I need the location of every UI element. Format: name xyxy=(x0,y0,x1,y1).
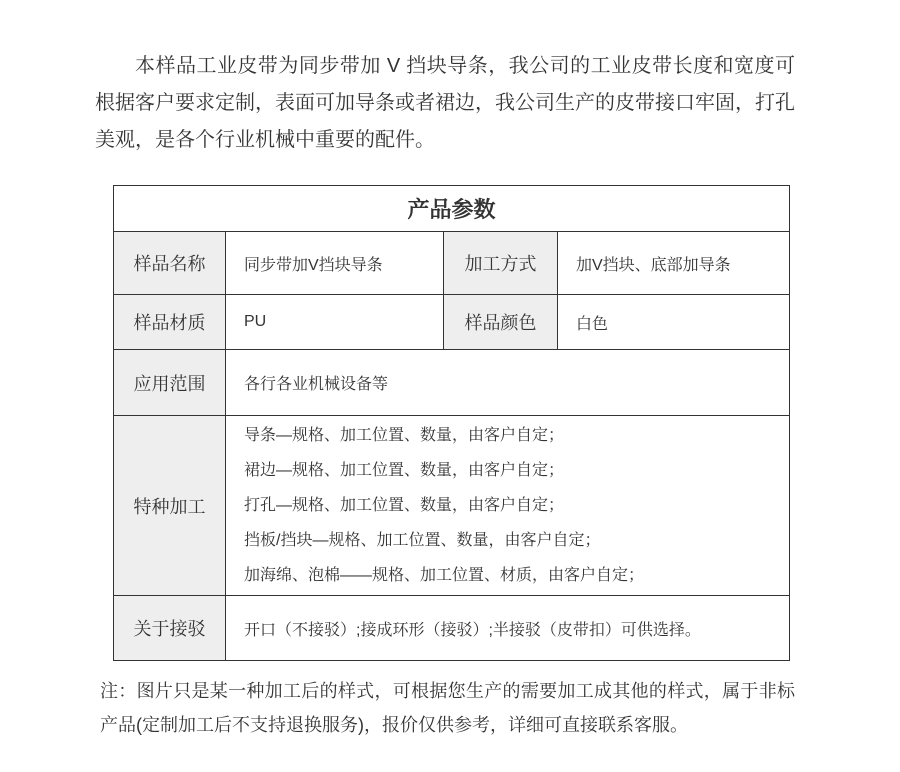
table-row xyxy=(114,596,790,661)
special-processing-line: 加海绵、泡棉——规格、加工位置、材质，由客户自定； xyxy=(244,567,645,584)
special-processing-line: 裙边—规格、加工位置、数量，由客户自定； xyxy=(244,462,565,479)
color-label: 样品颜色 xyxy=(444,295,558,350)
sample-name-label: 样品名称 xyxy=(114,232,226,295)
processing-method-label: 加工方式 xyxy=(444,232,558,295)
table-row xyxy=(114,416,790,596)
product-parameters-table xyxy=(113,185,790,661)
sample-name-value: 同步带加V挡块导条 xyxy=(226,232,444,295)
intro-paragraph: 本样品工业皮带为同步带加 V 挡块导条，我公司的工业皮带长度和宽度可根据客户要求定制，表面可加导条或者裙边，我公司生产的皮带接口牢固，打孔美观，是各个行业机械中重要的配件。 xyxy=(95,55,795,151)
material-value: PU xyxy=(226,295,444,350)
color-value: 白色 xyxy=(558,295,790,350)
special-processing-label: 特种加工 xyxy=(114,416,226,596)
table-row xyxy=(114,350,790,416)
application-label: 应用范围 xyxy=(114,350,226,416)
special-processing-line: 挡板/挡块—规格、加工位置、数量，由客户自定； xyxy=(244,532,601,549)
table-title-row xyxy=(114,186,790,232)
application-value: 各行各业机械设备等 xyxy=(226,350,790,416)
table-title: 产品参数 xyxy=(114,186,790,232)
footnote: 注：图片只是某一种加工后的样式，可根据您生产的需要加工成其他的样式，属于非标产品(定制加工后不支持退换服务)，报价仅供参考，详细可直接联系客服。 xyxy=(100,681,795,735)
joint-label: 关于接驳 xyxy=(114,596,226,661)
special-processing-line: 导条—规格、加工位置、数量，由客户自定； xyxy=(244,427,565,444)
joint-value: 开口（不接驳）;接成环形（接驳）;半接驳（皮带扣）可供选择。 xyxy=(226,596,790,661)
special-processing-line: 打孔—规格、加工位置、数量，由客户自定； xyxy=(244,497,565,514)
processing-method-value: 加V挡块、底部加导条 xyxy=(558,232,790,295)
table-row xyxy=(114,295,790,350)
special-processing-value xyxy=(226,416,790,596)
material-label: 样品材质 xyxy=(114,295,226,350)
table-row xyxy=(114,232,790,295)
